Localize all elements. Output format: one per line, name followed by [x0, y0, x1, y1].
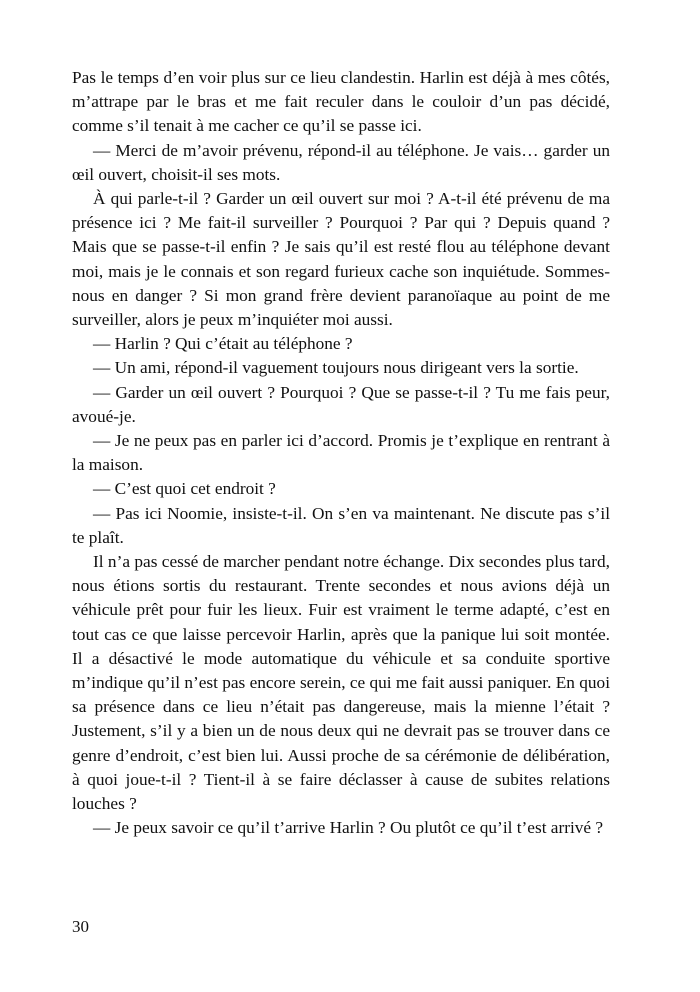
paragraph: Il n’a pas cessé de marcher pendant notre échange. Dix secondes plus tard, nous étions sortis du restaurant. Trente secondes et nous avions déjà un véhicule prêt pour fuir les lieux. Fuir est vraiment le terme adapté, c’est en tout cas ce que laisse percevoir Harlin, après que la panique lui soit montée. Il a désactivé le mode automatique du véhicule et sa conduite sportive m’indique qu’il n’est pas encore serein, ce qui me fait aussi paniquer. En quoi sa présence dans ce lieu n’était pas dangereuse, mais la mienne l’était ? Justement, s’il y a bien un de nous deux qui ne devrait pas se trouver dans ce genre d’endroit, c’est bien lui. Aussi proche de sa cérémonie de délibération, à quoi joue-t-il ? Tient-il à se faire déclasser à cause de subites relations louches ?	[72, 552, 610, 814]
paragraph: — Harlin ? Qui c’était au téléphone ?	[93, 334, 353, 354]
page-body	[72, 66, 610, 841]
paragraph: Pas le temps d’en voir plus sur ce lieu clandestin. Harlin est déjà à mes côtés, m’attrape par le bras et me fait reculer dans le couloir d’un pas décidé, comme s’il tenait à me cacher ce qu’il se passe ici.	[72, 68, 610, 136]
paragraph: — Je peux savoir ce qu’il t’arrive Harlin ? Ou plutôt ce qu’il t’est arrivé ?	[93, 818, 604, 838]
paragraph: — Je ne peux pas en parler ici d’accord. Promis je t’explique en rentrant à la maison.	[72, 431, 610, 475]
paragraph: — Un ami, répond-il vaguement toujours nous dirigeant vers la sortie.	[93, 358, 579, 378]
paragraph: — Merci de m’avoir prévenu, répond-il au téléphone. Je vais… garder un œil ouvert, choisit-il ses mots.	[72, 140, 610, 184]
paragraph: — Garder un œil ouvert ? Pourquoi ? Que se passe-t-il ? Tu me fais peur, avoué-je.	[72, 382, 610, 426]
page-number: 30	[72, 917, 89, 936]
paragraph: À qui parle-t-il ? Garder un œil ouvert sur moi ? A-t-il été prévenu de ma présence ici ? Me fait-il surveiller ? Pourquoi ? Par qui ? Depuis quand ? Mais que se passe-t-il enfin ? Je sais qu’il est resté flou au téléphone devant moi, mais je le connais et son regard furieux cache son inquiétude. Sommes-nous en danger ? Si mon grand frère devient paranoïaque au point de me surveiller, alors je peux m’inquiéter moi aussi.	[72, 189, 610, 330]
paragraph: — Pas ici Noomie, insiste-t-il. On s’en va maintenant. Ne discute pas s’il te plaît.	[72, 503, 610, 547]
paragraph: — C’est quoi cet endroit ?	[93, 479, 276, 499]
